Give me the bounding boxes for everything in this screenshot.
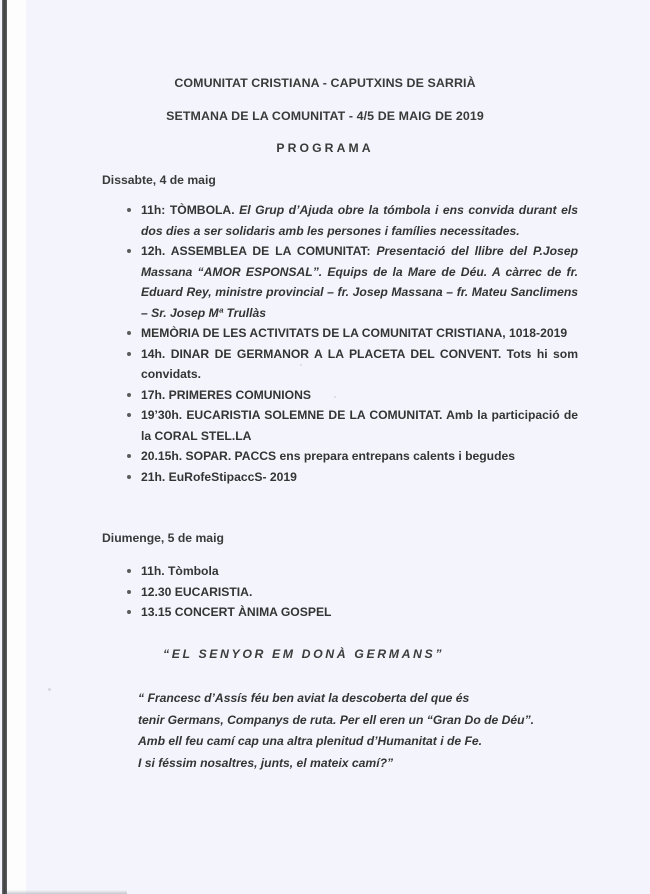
schedule-item xyxy=(127,446,578,467)
schedule-item-lead: 12.30 EUCARISTIA. xyxy=(141,584,253,599)
schedule-item-lead: 17h. PRIMERES COMUNIONS xyxy=(141,387,311,402)
closing-quote-line: Amb ell feu camí cap una altra plenitud d’Humanitat i de Fe. xyxy=(138,734,483,748)
schedule-item xyxy=(127,467,578,488)
schedule-item xyxy=(127,200,578,241)
schedule-item xyxy=(127,602,578,623)
document-title-programa: PROGRAMA xyxy=(276,141,374,155)
closing-quote-line: “ Francesc d’Assís féu ben aviat la descoberta del que és xyxy=(138,691,470,705)
schedule-item-lead: 11h: TÒMBOLA. xyxy=(141,203,240,217)
closing-quote-line: tenir Germans, Companys de ruta. Per ell eren un “Gran Do de Déu”. xyxy=(138,712,535,727)
schedule-item xyxy=(127,323,578,344)
schedule-item-lead: 13.15 CONCERT ÀNIMA GOSPEL xyxy=(141,605,332,619)
schedule-item-detail: El Grup d’Ajuda obre la tómbola i ens convida durant els dos dies a ser solidaris amb les persones i famílies necessitades. xyxy=(141,203,578,238)
schedule-item xyxy=(127,582,578,603)
schedule-item xyxy=(127,561,578,582)
schedule-item-detail: Presentació del llibre del P.Josep Massana “AMOR ESPONSAL”. Equips de la Mare de Déu. A càrrec de fr. Eduard Rey, ministre provincial – fr. Josep Massana – fr. Mateu Sanclimens – Sr. Josep Mª Trullàs xyxy=(141,244,578,320)
closing-quote-line: I si féssim nosaltres, junts, el mateix camí?” xyxy=(138,755,394,770)
schedule-item-lead: 14h. DINAR DE GERMANOR A LA PLACETA DEL CONVENT. Tots hi som convidats. xyxy=(141,346,578,381)
sunday-schedule-list xyxy=(127,561,578,623)
motto-text: “EL SENYOR EM DONÀ GERMANS” xyxy=(163,647,445,661)
schedule-item-lead: 19’30h. EUCARISTIA SOLEMNE DE LA COMUNITAT. Amb la participació de la CORAL STEL.LA xyxy=(141,408,578,443)
schedule-item xyxy=(127,344,578,385)
schedule-item-lead: 21h. EuRofeStipaccS- 2019 xyxy=(141,469,297,484)
saturday-schedule-list xyxy=(127,200,578,487)
document-title-event: SETMANA DE LA COMUNITAT - 4/5 DE MAIG DE 2019 xyxy=(166,109,484,123)
day-heading-sunday: Diumenge, 5 de maig xyxy=(102,531,224,545)
schedule-item-lead: 12h. ASSEMBLEA DE LA COMUNITAT: xyxy=(141,244,377,258)
schedule-item-lead: 20.15h. SOPAR. PACCS ens prepara entrepans calents i begudes xyxy=(141,449,516,463)
closing-quote xyxy=(138,688,568,774)
schedule-item xyxy=(127,385,578,406)
document-title-organization: COMUNITAT CRISTIANA - CAPUTXINS DE SARRIÀ xyxy=(174,76,476,90)
schedule-item xyxy=(127,405,578,446)
day-heading-saturday: Dissabte, 4 de maig xyxy=(102,173,216,187)
schedule-item xyxy=(127,241,578,323)
schedule-item-lead: 11h. Tòmbola xyxy=(141,564,219,578)
schedule-item-lead: MEMÒRIA DE LES ACTIVITATS DE LA COMUNITAT CRISTIANA, 1018-2019 xyxy=(141,326,568,340)
